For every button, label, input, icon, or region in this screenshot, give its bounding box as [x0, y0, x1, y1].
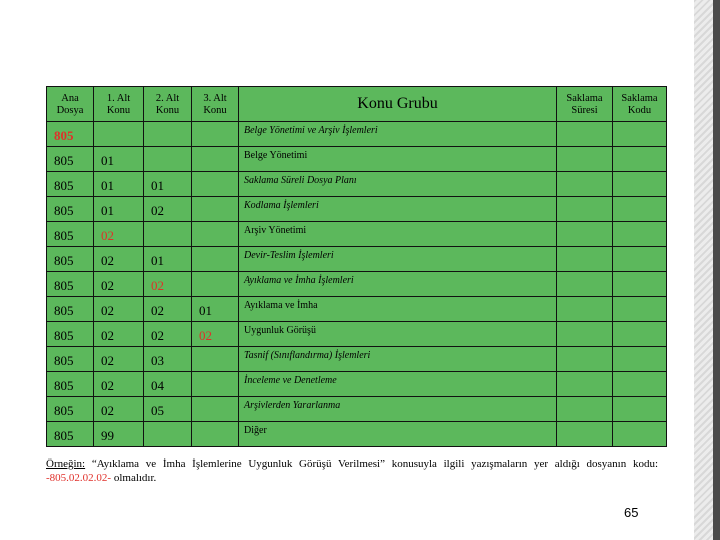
cell-ana-dosya: 805 [47, 247, 94, 272]
cell-konu: İnceleme ve Denetleme [239, 372, 557, 397]
cell-alt-konu-1: 02 [94, 322, 144, 347]
example-note [46, 457, 658, 485]
cell-alt-konu-2 [144, 147, 192, 172]
cell-alt-konu-2: 01 [144, 172, 192, 197]
cell-saklama-suresi [557, 197, 613, 222]
cell-alt-konu-2: 04 [144, 372, 192, 397]
cell-alt-konu-3 [192, 422, 239, 447]
cell-alt-konu-2: 02 [144, 322, 192, 347]
cell-ana-dosya: 805 [47, 147, 94, 172]
header-alt-konu-3: 3. Alt Konu [192, 87, 239, 122]
cell-konu: Uygunluk Görüşü [239, 322, 557, 347]
cell-saklama-suresi [557, 247, 613, 272]
example-text: “Ayıklama ve İmha İşlemlerine Uygunluk Görüşü Verilmesi” konusuyla ilgili yazışmaların yer aldığı dosyanın kodu: [85, 458, 658, 470]
cell-konu: Devir-Teslim İşlemleri [239, 247, 557, 272]
cell-alt-konu-2 [144, 122, 192, 147]
cell-ana-dosya: 805 [47, 347, 94, 372]
cell-saklama-suresi [557, 122, 613, 147]
table-row [47, 147, 667, 172]
cell-ana-dosya: 805 [47, 272, 94, 297]
cell-konu: Ayıklama ve İmha İşlemleri [239, 272, 557, 297]
cell-saklama-suresi [557, 397, 613, 422]
table-row [47, 297, 667, 322]
cell-alt-konu-1: 02 [94, 372, 144, 397]
cell-alt-konu-1: 01 [94, 147, 144, 172]
cell-alt-konu-2 [144, 422, 192, 447]
cell-saklama-kodu [613, 147, 667, 172]
cell-saklama-suresi [557, 322, 613, 347]
cell-alt-konu-3 [192, 147, 239, 172]
cell-alt-konu-1: 01 [94, 172, 144, 197]
cell-alt-konu-2: 02 [144, 272, 192, 297]
table-row [47, 247, 667, 272]
table-row [47, 322, 667, 347]
cell-alt-konu-3 [192, 272, 239, 297]
cell-konu: Ayıklama ve İmha [239, 297, 557, 322]
example-label: Örneğin: [46, 458, 86, 470]
header-alt-konu-1: 1. Alt Konu [94, 87, 144, 122]
cell-alt-konu-1: 02 [94, 222, 144, 247]
cell-konu: Diğer [239, 422, 557, 447]
cell-alt-konu-2: 02 [144, 197, 192, 222]
cell-alt-konu-2 [144, 222, 192, 247]
cell-ana-dosya: 805 [47, 297, 94, 322]
header-saklama-kodu: Saklama Kodu [613, 87, 667, 122]
cell-alt-konu-1: 01 [94, 197, 144, 222]
cell-alt-konu-3 [192, 172, 239, 197]
table-row [47, 122, 667, 147]
table-row [47, 172, 667, 197]
cell-alt-konu-1: 02 [94, 247, 144, 272]
cell-ana-dosya: 805 [47, 197, 94, 222]
cell-saklama-kodu [613, 122, 667, 147]
cell-konu: Saklama Süreli Dosya Planı [239, 172, 557, 197]
header-ana-dosya: Ana Dosya [47, 87, 94, 122]
table-row [47, 372, 667, 397]
file-plan-table-container [46, 86, 666, 447]
cell-saklama-kodu [613, 197, 667, 222]
cell-saklama-suresi [557, 297, 613, 322]
cell-konu: Belge Yönetimi [239, 147, 557, 172]
table-row [47, 397, 667, 422]
cell-ana-dosya: 805 [47, 122, 94, 147]
cell-saklama-suresi [557, 347, 613, 372]
file-plan-table [46, 86, 667, 447]
cell-saklama-suresi [557, 172, 613, 197]
header-konu-grubu: Konu Grubu [239, 87, 557, 122]
cell-saklama-kodu [613, 297, 667, 322]
cell-alt-konu-2: 05 [144, 397, 192, 422]
cell-saklama-kodu [613, 272, 667, 297]
cell-ana-dosya: 805 [47, 422, 94, 447]
table-row [47, 272, 667, 297]
cell-alt-konu-2: 03 [144, 347, 192, 372]
cell-alt-konu-2: 01 [144, 247, 192, 272]
cell-alt-konu-1: 02 [94, 347, 144, 372]
table-row [47, 197, 667, 222]
cell-saklama-suresi [557, 222, 613, 247]
cell-saklama-kodu [613, 422, 667, 447]
cell-alt-konu-1: 02 [94, 397, 144, 422]
cell-alt-konu-3 [192, 347, 239, 372]
cell-saklama-kodu [613, 222, 667, 247]
cell-alt-konu-1: 99 [94, 422, 144, 447]
cell-alt-konu-1: 02 [94, 272, 144, 297]
cell-konu: Belge Yönetimi ve Arşiv İşlemleri [239, 122, 557, 147]
cell-saklama-kodu [613, 322, 667, 347]
header-alt-konu-2: 2. Alt Konu [144, 87, 192, 122]
cell-konu: Kodlama İşlemleri [239, 197, 557, 222]
cell-saklama-suresi [557, 272, 613, 297]
cell-ana-dosya: 805 [47, 397, 94, 422]
cell-alt-konu-3 [192, 197, 239, 222]
table-row [47, 347, 667, 372]
cell-saklama-suresi [557, 372, 613, 397]
cell-konu: Arşiv Yönetimi [239, 222, 557, 247]
table-row [47, 222, 667, 247]
header-saklama-suresi: Saklama Süresi [557, 87, 613, 122]
cell-saklama-suresi [557, 422, 613, 447]
cell-saklama-kodu [613, 172, 667, 197]
table-header-row [47, 87, 667, 122]
cell-alt-konu-3 [192, 397, 239, 422]
cell-alt-konu-1: 02 [94, 297, 144, 322]
cell-alt-konu-3 [192, 222, 239, 247]
cell-saklama-kodu [613, 247, 667, 272]
cell-konu: Arşivlerden Yararlanma [239, 397, 557, 422]
cell-ana-dosya: 805 [47, 322, 94, 347]
cell-alt-konu-3 [192, 372, 239, 397]
table-row [47, 422, 667, 447]
cell-saklama-suresi [557, 147, 613, 172]
page-number: 65 [624, 505, 639, 520]
cell-saklama-kodu [613, 397, 667, 422]
cell-alt-konu-2: 02 [144, 297, 192, 322]
cell-alt-konu-1 [94, 122, 144, 147]
cell-saklama-kodu [613, 347, 667, 372]
cell-alt-konu-3: 02 [192, 322, 239, 347]
cell-alt-konu-3 [192, 122, 239, 147]
cell-ana-dosya: 805 [47, 372, 94, 397]
cell-ana-dosya: 805 [47, 222, 94, 247]
example-tail: olmalıdır. [111, 472, 157, 484]
cell-alt-konu-3: 01 [192, 297, 239, 322]
example-code: -805.02.02.02- [46, 472, 112, 484]
cell-alt-konu-3 [192, 247, 239, 272]
cell-konu: Tasnif (Sınıflandırma) İşlemleri [239, 347, 557, 372]
cell-saklama-kodu [613, 372, 667, 397]
cell-ana-dosya: 805 [47, 172, 94, 197]
page-edge-bar [713, 0, 720, 540]
